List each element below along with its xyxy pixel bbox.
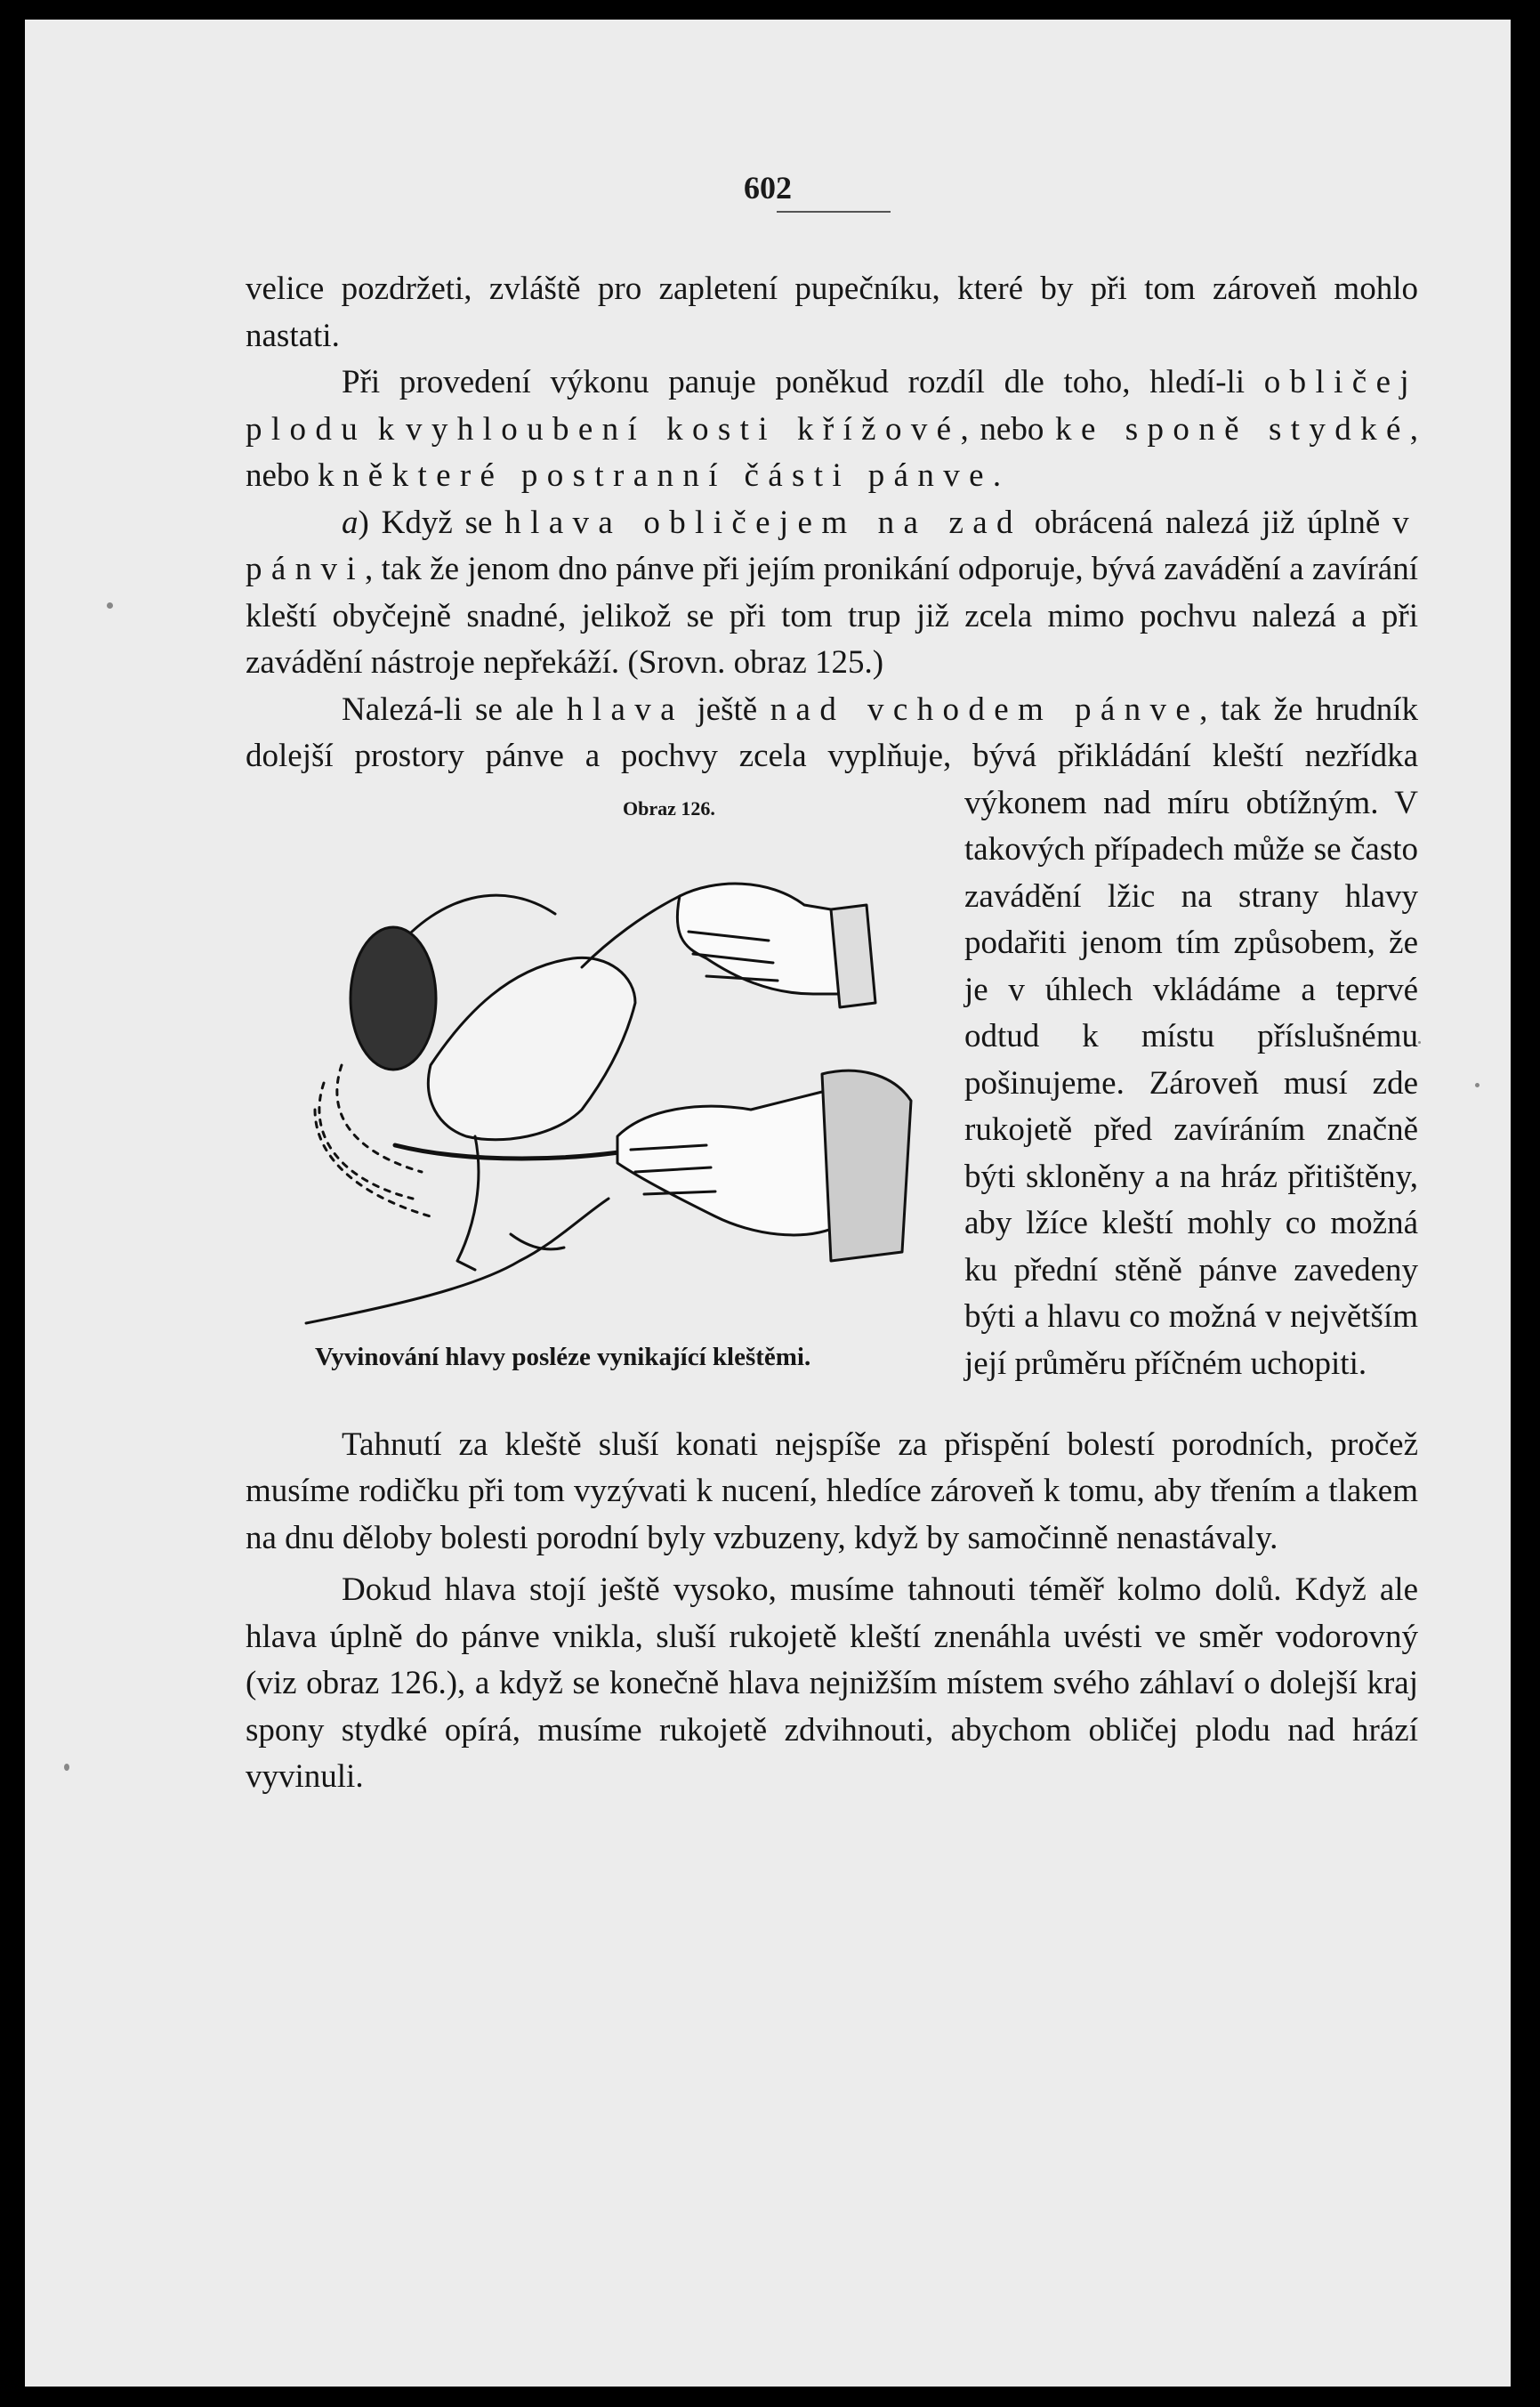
dashed-outline-1 — [319, 1083, 413, 1199]
paragraph-5: Tahnutí za kleště sluší konati nejspíše za přispění bolestí porodních, pročež musíme rodičku při tom vyzývati k nucení, hledíce zároveň k tomu, aby třením a tlakem na dnu děloby bolesti porodní byly vzbuzeny, když by samočinně nenastávaly. — [246, 1426, 1418, 1556]
paragraph-6: Dokud hlava stojí ještě vysoko, musíme tahnouti téměř kolmo dolů. Když ale hlava úplně do pánve vnikla, sluší rukojetě kleští znenáhla uvésti ve směr vodorovný (viz obraz 126.), a když se konečně hlava nejnižším místem svého záhlaví o dolejší kraj spony stydké opírá, musíme rukojetě zdvihnouti, abychom obličej plodu nad hrází vyvinuli. — [246, 1571, 1418, 1795]
upper-cuff — [831, 905, 875, 1007]
page-number: 602 — [744, 170, 792, 206]
speck — [64, 1764, 69, 1771]
p2-i: . — [992, 457, 1002, 494]
p4-e-start — [246, 691, 1418, 1382]
paragraph-4 — [246, 687, 1418, 1388]
p4-c: ještě — [683, 691, 770, 728]
dashed-outline-3 — [315, 1110, 431, 1216]
speck — [1475, 1083, 1480, 1087]
forceps-delivery-illustration — [288, 843, 929, 1341]
p4-a: Nalezá-li se ale — [342, 691, 567, 728]
p4-e-part2: přikládání kleští nezřídka výkonem nad míru obtížným. V takových případech může se často zavádění lžic na strany hlavy podařiti jenom tím způsobem, že je v úhlech vkládáme a teprvé odtud k místu příslušnému pošinujeme. Zároveň musí zde rukojetě před zavíráním značně býti skloněny a na hráz přitištěny, aby lžíce kleští mohly co možná ku přední stěně pánve zavedeny býti a hlavu co možná v největším její průměru příčném uchopiti. — [964, 738, 1418, 1382]
p2-g: , nebo k — [246, 410, 1418, 494]
p3-spaced-panvi: v pánvi — [246, 504, 1418, 587]
lower-sleeve — [822, 1070, 911, 1261]
figure-label: Obraz 126. — [623, 796, 715, 820]
p3-b: ) Když se — [358, 504, 505, 541]
text-column — [246, 266, 1418, 1801]
dashed-outline-2 — [337, 1065, 422, 1172]
speck — [107, 602, 113, 609]
p3-f: , tak že jenom dno pánve při jejím pronikání odporuje, bývá zavádění a zavírání kleští obyčejně snadné, jelikož se při tom trup již zcela mimo pochvu nalezá a při zavádění nástroje nepřekáží. (Srovn. obraz 125.) — [246, 551, 1418, 681]
p3-spaced-hlava: hlava obličejem na zad — [504, 504, 1022, 541]
p2-spaced-postranni: některé postranní části pánve — [342, 457, 993, 494]
fetal-body — [428, 957, 635, 1139]
book-page — [25, 20, 1511, 2387]
p4-e-part1: , tak že hrudník dolejší prostory pánve a pochvy zcela vyplňuje, bývá — [246, 691, 1418, 774]
p4-spaced-hlava: hlava — [566, 691, 684, 728]
p2-spaced-oblicej: obličej plodu — [246, 364, 1418, 448]
fetal-hair — [351, 927, 436, 1070]
page-number-rule — [777, 211, 891, 213]
p2-spaced-spone: ke sponě stydké — [1055, 410, 1410, 448]
speck — [1418, 1041, 1421, 1044]
p2-a: Při provedení výkonu panuje poněkud rozdíl dle toho, hledí-li — [342, 364, 1264, 400]
figure-126 — [246, 780, 948, 1417]
p2-e: , nebo — [960, 410, 1056, 448]
p2-spaced-vyhloubeni: vyhloubení kosti křížové — [406, 410, 961, 448]
paragraph-2 — [246, 359, 1418, 500]
p3-d: obrácená nalezá již úplně — [1021, 504, 1393, 541]
paragraph-3 — [246, 500, 1418, 687]
figure-caption: Vyvinování hlavy posléze vynikající kleštěmi. — [315, 1342, 811, 1371]
p4-spaced-vchod: nad vchodem pánve — [770, 691, 1200, 728]
p3-letter-a: a — [342, 504, 359, 541]
fetal-foot — [511, 1234, 564, 1249]
lower-hand — [617, 1092, 858, 1235]
p2-c: k — [367, 410, 407, 448]
paragraph-1: velice pozdržeti, zvláště pro zapletení pupečníku, které by při tom zároveň mohlo nastati. — [246, 271, 1418, 354]
fetal-arm — [582, 896, 680, 967]
